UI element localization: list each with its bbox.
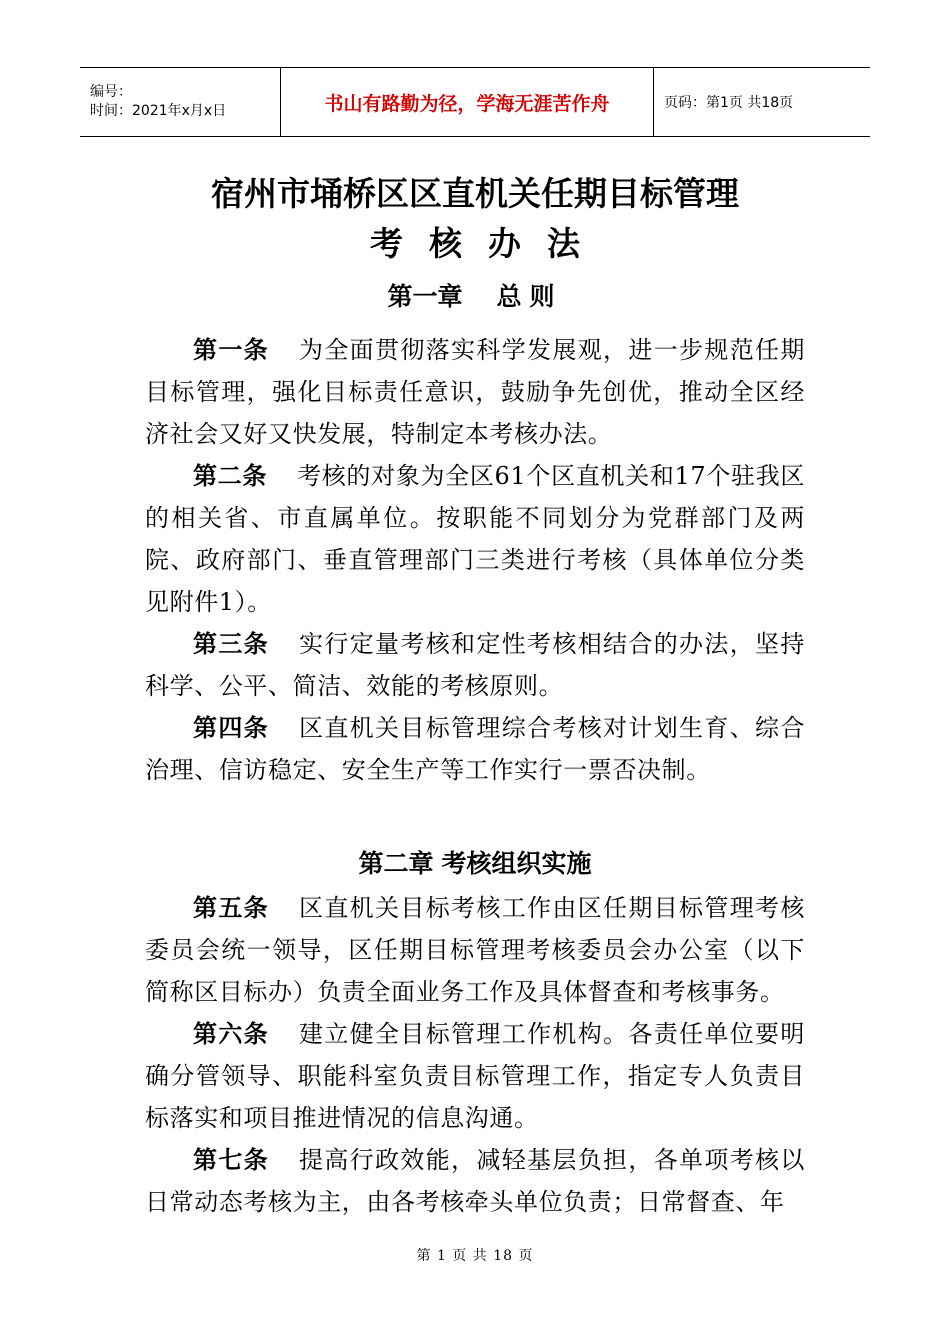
article-2 [145,455,805,623]
page-footer: 第 1 页 共 18 页 [416,1248,534,1264]
chapter-2-title: 考核组织实施 [441,849,592,878]
header-page-code [654,68,870,136]
article-3 [145,623,805,707]
document-title-line1: 宿州市埇桥区区直机关任期目标管理 [211,174,739,213]
article-text: 为全面贯彻落实科学发展观，进一步规范任期目标管理，强化目标责任意识，鼓励争先创优，推动全区经济社会又好又快发展，特制定本考核办法。 [145,336,805,448]
article-label: 第三条 [193,630,270,658]
chapter-1-title: 总则 [496,282,563,311]
article-text: 区直机关目标管理综合考核对计划生育、综合治理、信访稳定、安全生产等工作实行一票否决制。 [145,714,805,784]
article-text: 实行定量考核和定性考核相结合的办法，坚持科学、公平、简洁、效能的考核原则。 [145,630,805,700]
chapter-1-heading [0,277,950,313]
article-text: 建立健全目标管理工作机构。各责任单位要明确分管领导、职能科室负责目标管理工作，指定专人负责目标落实和项目推进情况的信息沟通。 [145,1020,805,1132]
header-motto-text: 书山有路勤为径，学海无涯苦作舟 [324,92,610,115]
header-motto [281,68,654,136]
header-meta [80,68,281,136]
header-number: 编号： [90,84,132,100]
page-header [80,67,870,137]
header-page-code-text: 页码：第1页 共18页 [664,95,794,111]
article-label: 第一条 [193,336,270,364]
article-1 [145,329,805,455]
article-label: 第六条 [193,1020,270,1048]
article-label: 第七条 [193,1146,270,1174]
header-time: 时间：2021年x月x日 [90,103,227,119]
chapter-2-label: 第二章 [358,849,434,878]
article-text: 区直机关目标考核工作由区任期目标管理考核委员会统一领导，区任期目标管理考核委员会办公室（以下简称区目标办）负责全面业务工作及具体督查和考核事务。 [145,894,805,1006]
article-label: 第四条 [193,714,270,742]
article-label: 第二条 [193,462,268,490]
chapter-2-heading [0,844,950,880]
article-4 [145,707,805,791]
article-text: 考核的对象为全区61个区直机关和17个驻我区的相关省、市直属单位。按职能不同划分为党群部门及两院、政府部门、垂直管理部门三类进行考核（具体单位分类见附件1）。 [145,462,805,616]
article-text: 提高行政效能，减轻基层负担，各单项考核以日常动态考核为主，由各考核牵头单位负责；日常督查、年 [145,1146,805,1216]
chapter-1-body [145,329,805,791]
article-6 [145,1013,805,1139]
article-5 [145,887,805,1013]
chapter-1-label: 第一章 [387,282,463,311]
chapter-2-body [145,887,805,1223]
article-label: 第五条 [193,894,270,922]
article-7 [145,1139,805,1223]
document-title-line2: 考核办法 [370,224,606,263]
